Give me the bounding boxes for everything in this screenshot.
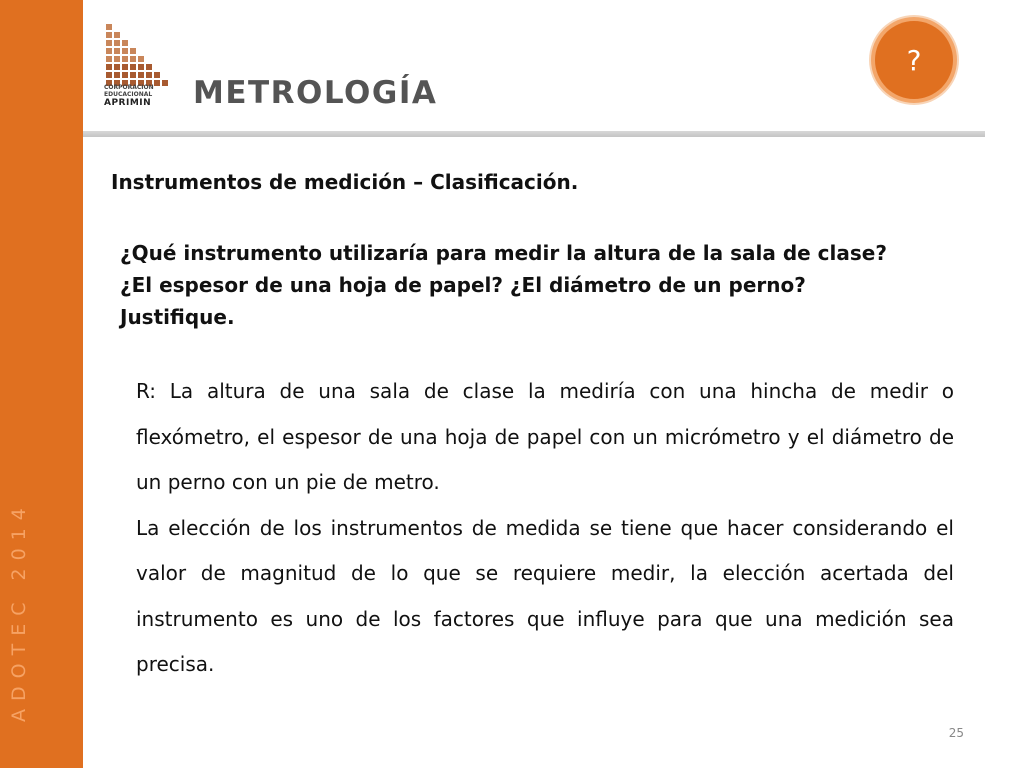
answer-block — [136, 369, 954, 688]
question-text: ¿Qué instrumento utilizaría para medir la altura de la sala de clase? ¿El espesor de una hoja de papel? ¿El diámetro de un perno? Justifique. — [120, 241, 887, 329]
page-number: 25 — [948, 726, 964, 740]
logo-line-2: EDUCACIONAL — [104, 91, 153, 98]
help-badge[interactable] — [875, 21, 953, 99]
answer-paragraph: La elección de los instrumentos de medida se tiene que hacer considerando el valor de magnitud de lo que se requiere medir, la elección acertada del instrumento es uno de los factores que influye para que una medición sea precisa. — [136, 515, 954, 676]
header-divider — [83, 131, 985, 137]
sidebar-vertical-text: ADOTEC 2014 — [8, 500, 30, 722]
page-title: METROLOGÍA — [193, 75, 438, 111]
logo-caption — [104, 84, 176, 109]
side-bar — [0, 0, 83, 768]
logo-line-1: CORPORACION — [104, 84, 154, 91]
answer-paragraph: R: La altura de una sala de clase la mediría con una hincha de medir o flexómetro, el espesor de una hoja de papel con un micrómetro y el diámetro de un perno con un pie de metro. — [136, 379, 954, 494]
logo-brand: APRIMIN — [104, 98, 152, 108]
question-mark-icon: ? — [906, 43, 922, 77]
section-title: Instrumentos de medición – Clasificación. — [111, 170, 579, 194]
